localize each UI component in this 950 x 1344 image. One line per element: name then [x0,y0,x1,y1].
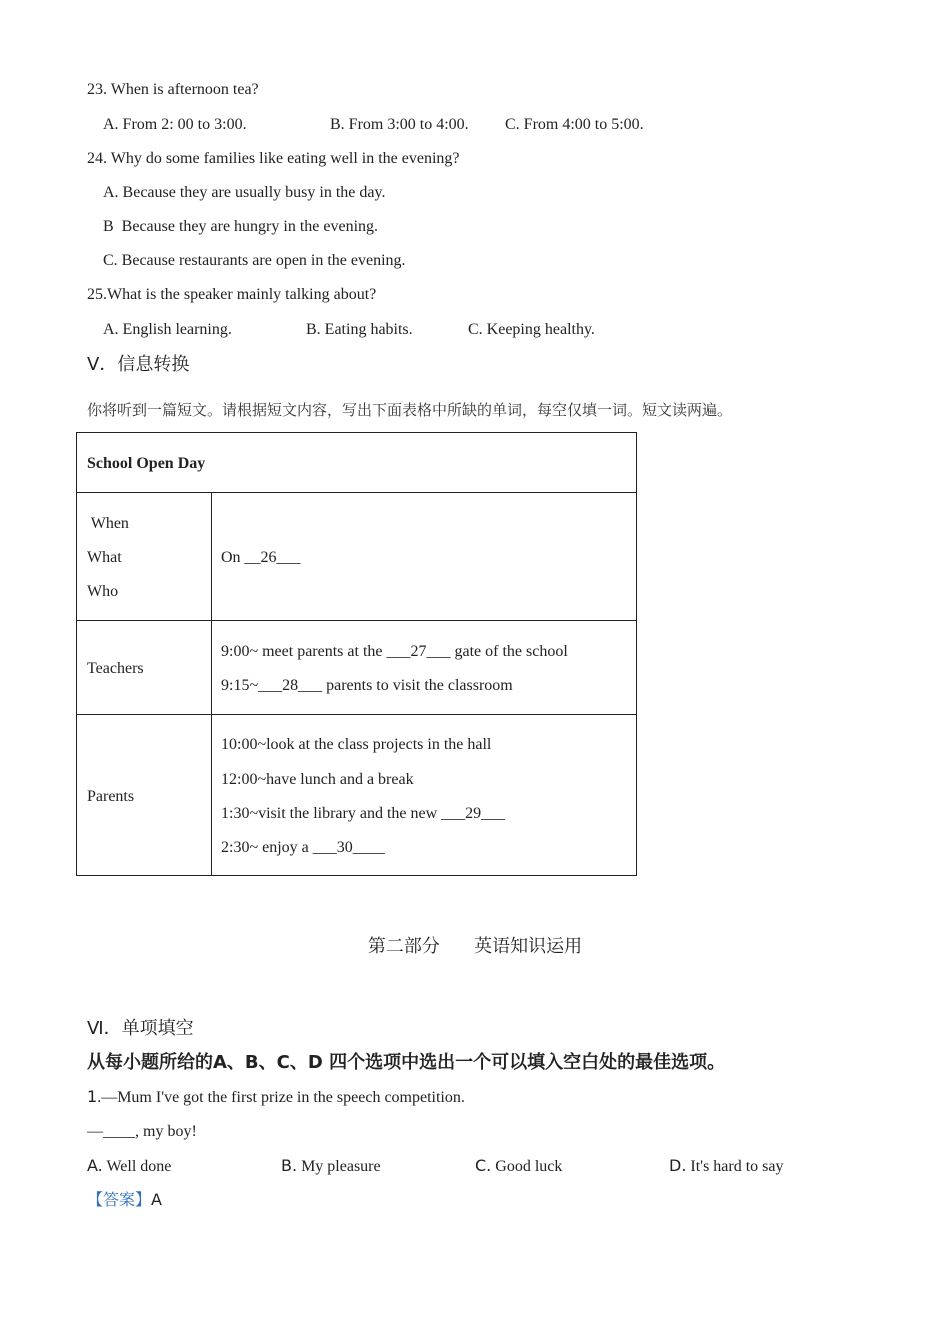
part2-title: 第二部分 英语知识运用 [367,936,583,957]
row1-label-when: When [87,515,129,532]
q23-option-c: C. From 4:00 to 5:00. [505,116,644,133]
q24-option-b: B Because they are hungry in the evening. [103,218,379,235]
row3-line: 10:00~look at the class projects in the hall [221,736,492,753]
q1-option-c-text: Good luck [495,1158,563,1175]
row1-label-what: What [87,549,122,566]
q25-option-c: C. Keeping healthy. [468,321,595,338]
table-divider [77,620,636,621]
q1-option-d [669,1156,784,1177]
q24-option-c: C. Because restaurants are open in the evening. [103,252,406,269]
row3-line: 1:30~visit the library and the new ___29___ [221,805,506,822]
q1-stem: .—Mum I've got the first prize in the speech competition. [97,1089,465,1106]
q1-option-a-text: Well done [106,1158,172,1175]
row1-content: On __26___ [221,549,301,566]
q1-stem-line [87,1087,465,1108]
q24-option-a: A. Because they are usually busy in the day. [103,184,386,201]
q23-stem: 23. When is afternoon tea? [87,81,259,98]
row3-line: 2:30~ enjoy a ___30____ [221,839,385,856]
row2-line: 9:15~___28___ parents to visit the classroom [221,677,513,694]
table-column-divider [211,492,212,876]
q1-option-a-letter: A. [87,1156,103,1175]
q23-option-b: B. From 3:00 to 4:00. [330,116,469,133]
q1-option-b-text: My pleasure [301,1158,381,1175]
q24-stem: 24. Why do some families like eating well in the evening? [87,150,460,167]
q1-reply: —____, my boy! [87,1123,197,1140]
section5-instruction: 你将听到一篇短文。请根据短文内容，写出下面表格中所缺的单词，每空仅填一词。短文读两遍。 [87,401,733,419]
table-title: School Open Day [87,455,206,472]
q25-option-b: B. Eating habits. [306,321,413,338]
answer-value: A [151,1190,162,1209]
table-divider [77,492,636,493]
q1-option-c [475,1156,562,1177]
q1-option-d-text: It's hard to say [690,1158,784,1175]
row2-line: 9:00~ meet parents at the ___27___ gate of the school [221,643,568,660]
section6-instruction: 从每小题所给的A、B、C、D 四个选项中选出一个可以填入空白处的最佳选项。 [87,1052,726,1073]
q1-option-b [281,1156,381,1177]
answer-label: 【答案】 [87,1190,152,1209]
q25-option-a: A. English learning. [103,321,232,338]
q1-option-d-letter: D. [669,1156,687,1175]
row3-line: 12:00~have lunch and a break [221,771,414,788]
q1-option-c-letter: C. [475,1156,492,1175]
row3-label: Parents [87,788,135,805]
row1-label-who: Who [87,583,119,600]
q23-option-a: A. From 2: 00 to 3:00. [103,116,247,133]
q1-number: 1 [87,1087,98,1106]
table-divider [77,714,636,715]
q1-option-b-letter: B. [281,1156,298,1175]
section5-heading: Ⅴ．信息转换 [87,354,190,375]
q1-answer [87,1190,162,1211]
row2-label: Teachers [87,660,144,677]
section6-heading: Ⅵ．单项填空 [87,1018,194,1039]
q25-stem: 25.What is the speaker mainly talking about? [87,286,377,303]
info-table [76,432,637,876]
q1-option-a [87,1156,171,1177]
